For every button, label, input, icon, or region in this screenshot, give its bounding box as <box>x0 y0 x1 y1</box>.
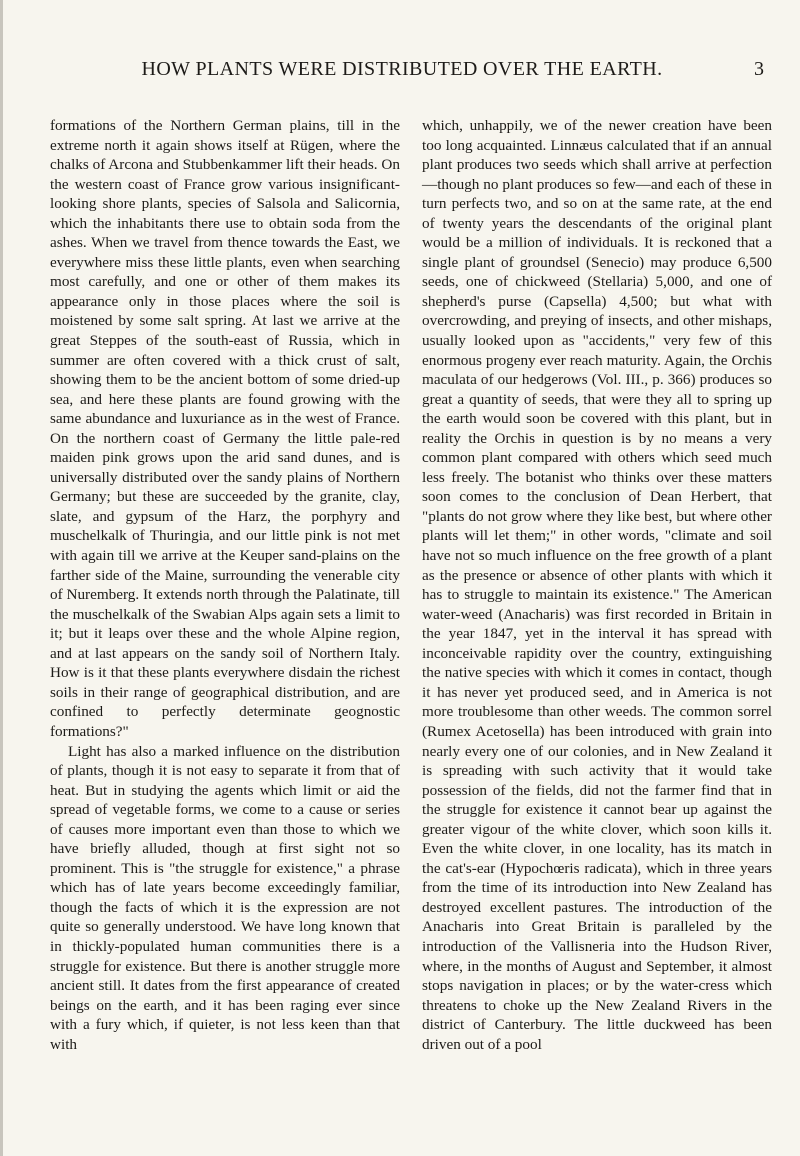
text-columns <box>50 116 772 1151</box>
right-column <box>422 116 772 1151</box>
page-number: 3 <box>754 58 764 80</box>
paragraph: which, unhappily, we of the newer creation have been too long acquainted. Linnæus calculated that if an annual plant produces two seeds which shall arrive at perfection—though no plant produces so few—and each of these in turn perfects two, and so on at the same rate, at the end of twenty years the descendants of the original plant would be a million of individuals. It is reckoned that a single plant of groundsel (Senecio) may produce 6,500 seeds, one of chickweed (Stellaria) 5,000, and one of shepherd's purse (Capsella) 4,500; but what with overcrowding, and preying of insects, and other mishaps, usually looked upon as "accidents," very few of this enormous progeny ever reach maturity. Again, the Orchis maculata of our hedgerows (Vol. III., p. 366) produces so great a quantity of seeds, that were they all to spring up the earth would soon be covered with this plant, but in reality the Orchis in question is by no means a very common plant compared with others which seed much less freely. The botanist who thinks over these matters soon comes to the conclusion of Dean Herbert, that "plants do not grow where they like best, but where other plants will let them;" in other words, "climate and soil have not so much influence on the free growth of a plant as the presence or absence of other plants with which it has to struggle to maintain its existence." The American water-weed (Anacharis) was first recorded in Britain in the year 1847, yet in the interval it has spread with inconceivable rapidity over the country, extinguishing the native species with which it comes in contact, though it has never yet produced seed, and in America is not more troublesome than other weeds. The common sorrel (Rumex Acetosella) has been introduced with grain into nearly every one of our colonies, and in New Zealand it is spreading with such activity that it would take possession of the fields, did not the farmer find that in the struggle for existence it cannot bear up against the greater vigour of the white clover, which soon kills it. Even the white clover, in one locality, has its match in the cat's-ear (Hypochœris radicata), which in three years from the time of its introduction into New Zealand has destroyed excellent pastures. The introduction of the Anacharis into Great Britain is paralleled by the introduction of the Vallisneria into the Hudson River, where, in the months of August and September, it almost stops navigation in places; or by the water-cress which threatens to choke up the New Zealand Rivers in the district of Canterbury. The little duckweed has been driven out of a pool <box>422 117 772 1053</box>
page-header <box>40 58 764 88</box>
page-edge <box>0 0 3 1156</box>
running-head: HOW PLANTS WERE DISTRIBUTED OVER THE EARTH. <box>141 58 663 80</box>
paragraph: formations of the Northern German plains, till in the extreme north it again shows itself at Rügen, where the chalks of Arcona and Stubbenkammer lift their heads. On the western coast of France grow various insignificant-looking shore plants, species of Salsola and Salicornia, which the inhabitants there use to obtain soda from the ashes. When we travel from thence towards the East, we everywhere miss these little plants, even when searching most carefully, and one or other of them makes its appearance only in those places where the soil is moistened by some salt spring. At last we arrive at the great Steppes of the south-east of Russia, which in summer are often covered with a thick crust of salt, showing them to be the ancient bottom of some dried-up sea, and here these plants are found growing with the same abundance and luxuriance as in the west of France. On the northern coast of Germany the little pale-red maiden pink grows upon the arid sand dunes, and is universally distributed over the sandy plains of Northern Germany; but these are succeeded by the granite, clay, slate, and gypsum of the Harz, the porphyry and muschelkalk of Thuringia, and our little pink is not met with again till we arrive at the Keuper sand-plains on the farther side of the Maine, surrounding the venerable city of Nuremberg. It extends north through the Palatinate, till the muschelkalk of the Swabian Alps again sets a limit to it; but it leaps over these and the whole Alpine region, and at last appears on the sandy soil of Northern Italy. How is it that these plants everywhere disdain the richest soils in their range of geographical distribution, and are confined to perfectly determinate geognostic formations?" <box>50 117 400 740</box>
paragraph: Light has also a marked influence on the distribution of plants, though it is not easy to separate it from that of heat. But in studying the agents which limit or aid the spread of vegetable forms, we come to a cause or series of causes more important even than those to which we have briefly alluded, though at first sight not so prominent. This is "the struggle for existence," a phrase which has of late years become exceedingly familiar, though the facts of which it is the expression are not quite so generally understood. We have long known that in thickly-populated human communities there is a struggle for existence. But there is another struggle more ancient still. It dates from the first appearance of created beings on the earth, and it has been raging ever since with a fury which, if quieter, is not less keen than that with <box>50 742 400 1053</box>
left-column <box>50 116 400 1151</box>
